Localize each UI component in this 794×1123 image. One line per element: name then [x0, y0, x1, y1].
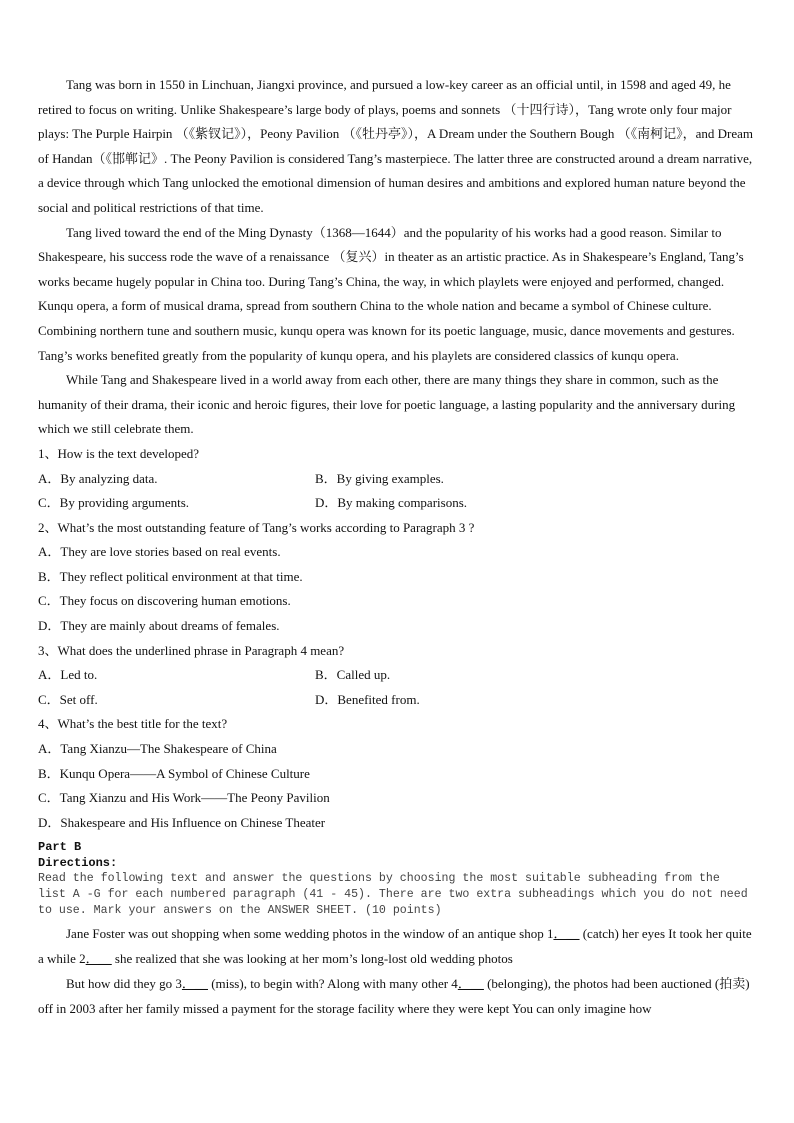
- cloze-text: (miss), to begin with? Along with many other 4: [207, 976, 458, 992]
- option-c[interactable]: C．Set off.: [38, 691, 98, 707]
- question-4: [38, 712, 758, 835]
- option-c[interactable]: C．Tang Xianzu and His Work——The Peony Pavilion: [38, 790, 330, 806]
- option-row: [38, 491, 758, 516]
- question-stem: 3、What does the underlined phrase in Paragraph 4 mean?: [38, 642, 345, 658]
- question-1: [38, 442, 758, 516]
- cloze-text: (belonging), the photos had been auctioned (拍卖) off in 2003 after her family missed a payment for the storage facility where they were kept You can only imagine how: [38, 976, 750, 1017]
- option-row: [38, 688, 758, 713]
- option-a[interactable]: A．By analyzing data.: [38, 470, 158, 486]
- option-row: [38, 467, 758, 492]
- question-stem: 2、What’s the most outstanding feature of Tang’s works according to Paragraph 3 ?: [38, 519, 475, 535]
- option-d[interactable]: D．Shakespeare and His Influence on Chinese Theater: [38, 814, 326, 830]
- option-a[interactable]: A．They are love stories based on real events.: [38, 544, 281, 560]
- directions-label: Directions:: [38, 856, 118, 871]
- part-b-section: [38, 839, 758, 919]
- passage-paragraph-1: Tang was born in 1550 in Linchuan, Jiangxi province, and pursued a low-key career as an official until, in 1598 and aged 49, he retired to focus on writing. Unlike Shakespeare’s large body of plays, poems and sonnets （十四行诗），Tang wrote only four major plays: The Purple Hairpin （《紫钗记》），Peony Pavilion （《牡丹亭》），A Dream under the Southern Bough （《南柯记》，and Dream of Handan（《邯郸记》. The Peony Pavilion is considered Tang’s masterpiece. The latter three are constructed around a dream narrative, a device through which Tang unlocked the emotional dimension of human desires and ambitions and explored human nature beyond the social and political restrictions of that time.: [38, 77, 754, 215]
- cloze-passage: [38, 921, 758, 1021]
- question-stem: 1、How is the text developed?: [38, 445, 200, 461]
- reading-passage: [38, 73, 758, 442]
- cloze-text: Jane Foster was out shopping when some wedding photos in the window of an antique shop 1: [66, 926, 554, 942]
- document-page: [38, 73, 758, 1021]
- option-b[interactable]: B．They reflect political environment at that time.: [38, 568, 303, 584]
- cloze-text: (catch) her eyes It took her quite a while 2: [38, 926, 752, 967]
- cloze-text: she realized that she was looking at her mom’s long-lost old wedding photos: [111, 951, 513, 967]
- directions-line: list A -G for each numbered paragraph (41 - 45). There are two extra subheadings which you do not need: [38, 888, 748, 902]
- directions-line: Read the following text and answer the questions by choosing the most suitable subheading from the: [38, 872, 720, 886]
- cloze-paragraph-2: [38, 971, 758, 1021]
- option-c[interactable]: C．They focus on discovering human emotions.: [38, 593, 291, 609]
- option-c[interactable]: C．By providing arguments.: [38, 495, 190, 511]
- passage-paragraph-2: Tang lived toward the end of the Ming Dynasty（1368—1644）and the popularity of his works had a good reason. Similar to Shakespeare, his success rode the wave of a renaissance （复兴）in theater as an artistic practice. As in Shakespeare’s England, Tang’s works became hugely popular in China too. During Tang’s China, the way, in which playlets were enjoyed and performed, changed. Kunqu opera, a form of musical drama, spread from southern China to the whole nation and became a symbol of Chinese culture. Combining northern tune and southern music, kunqu opera was known for its poetic language, music, dance movements and gestures. Tang’s works benefited greatly from the popularity of kunqu opera, and his playlets are considered classics of kunqu opera.: [38, 224, 744, 363]
- question-stem: 4、What’s the best title for the text?: [38, 716, 228, 732]
- option-d[interactable]: D．They are mainly about dreams of females.: [38, 618, 280, 634]
- blank-3[interactable]: ．__: [181, 976, 208, 992]
- question-3: [38, 639, 758, 713]
- option-a[interactable]: A．Tang Xianzu—The Shakespeare of China: [38, 741, 277, 757]
- cloze-paragraph-1: [38, 921, 758, 971]
- option-row: [38, 663, 758, 688]
- question-2: [38, 516, 758, 639]
- option-b[interactable]: B．Kunqu Opera——A Symbol of Chinese Culture: [38, 765, 310, 781]
- part-b-title: Part B: [38, 840, 82, 855]
- option-d[interactable]: D．By making comparisons.: [315, 495, 468, 511]
- option-b[interactable]: B．Called up.: [315, 667, 391, 683]
- option-a[interactable]: A．Led to.: [38, 667, 98, 683]
- option-d[interactable]: D．Benefited from.: [315, 691, 420, 707]
- blank-1[interactable]: ．__: [553, 926, 580, 942]
- blank-2[interactable]: ．__: [85, 951, 112, 967]
- directions-line: to use. Mark your answers on the ANSWER SHEET. (10 points): [38, 904, 442, 918]
- blank-4[interactable]: ．__: [457, 976, 484, 992]
- passage-paragraph-3: While Tang and Shakespeare lived in a world away from each other, there are many things they share in common, such as the humanity of their drama, their iconic and heroic figures, their love for poetic language, a lasting popularity and the anniversary during which we still celebrate them.: [38, 372, 736, 437]
- cloze-text: But how did they go 3: [66, 976, 182, 992]
- option-b[interactable]: B．By giving examples.: [315, 470, 444, 486]
